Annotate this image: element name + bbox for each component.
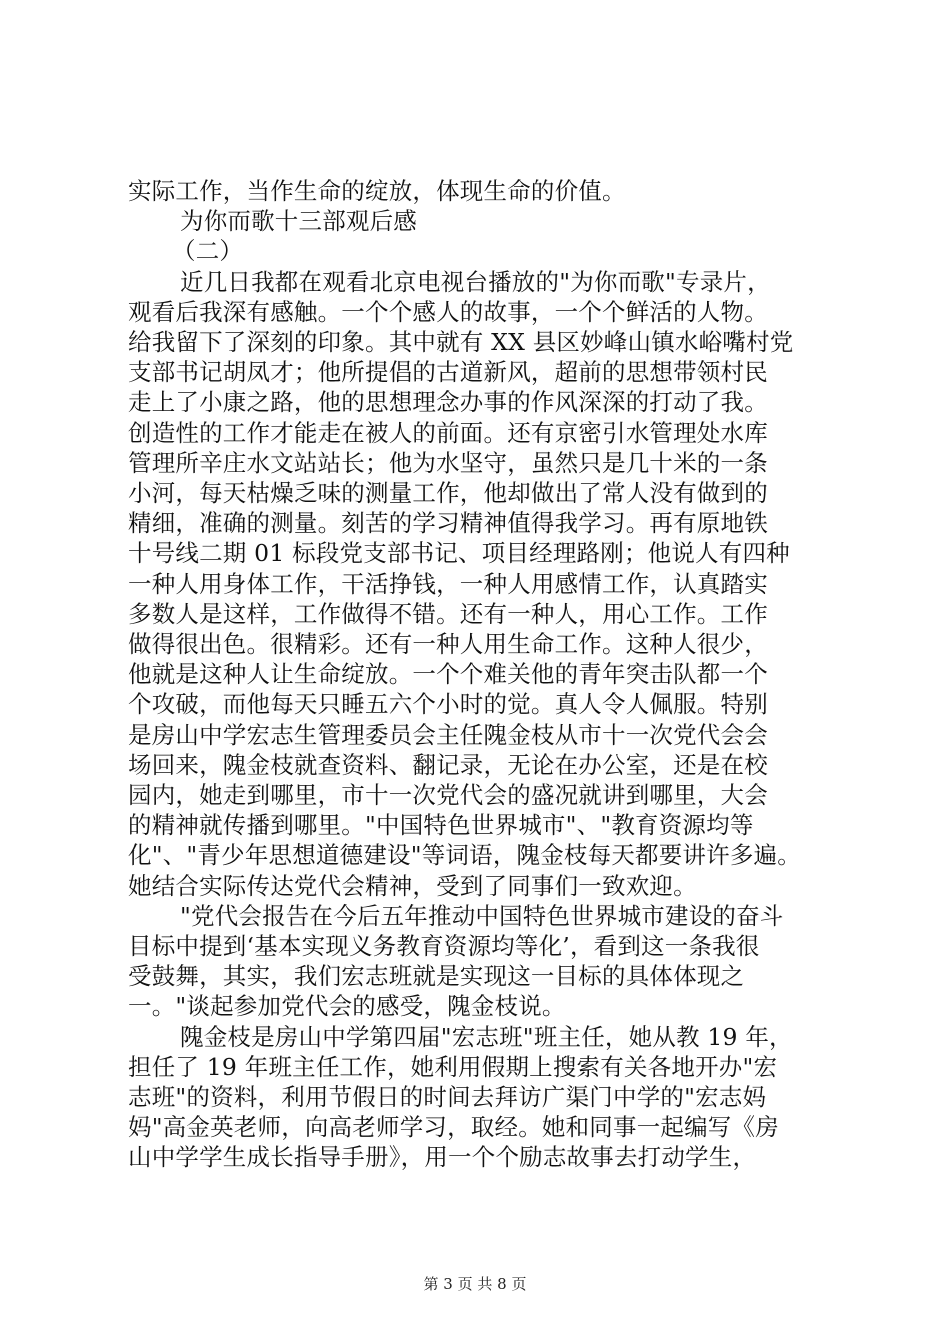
text-line: 个攻破，而他每天只睡五六个小时的觉。真人令人佩服。特别 [128,690,768,719]
text-line: 妈"高金英老师，向高老师学习，取经。她和同事一起编写《房 [128,1113,779,1142]
text-line: 十号线二期 01 标段党支部书记、项目经理路刚；他说人有四种 [128,539,790,568]
text-line: 是房山中学宏志生管理委员会主任隗金枝从市十一次党代会会 [128,720,768,749]
text-line: 隗金枝是房山中学第四届"宏志班"班主任，她从教 19 年， [180,1022,793,1051]
text-line: 实际工作，当作生命的绽放，体现生命的价值。 [128,177,626,205]
text-line: 创造性的工作才能走在被人的前面。还有京密引水管理处水库 [128,418,768,447]
text-line: 支部书记胡凤才；他所提倡的古道新风，超前的思想带领村民 [128,358,768,387]
text-line: 近几日我都在观看北京电视台播放的"为你而歌"专录片， [180,267,771,296]
text-line: 管理所辛庄水文站站长；他为水坚守，虽然只是几十米的一条 [128,448,768,477]
text-line: 一。"谈起参加党代会的感受，隗金枝说。 [128,992,566,1021]
text-line: 小河，每天枯燥乏味的测量工作，他却做出了常人没有做到的 [128,479,768,507]
text-line: 精细，准确的测量。刻苦的学习精神值得我学习。再有原地铁 [128,509,768,538]
text-line: 的精神就传播到哪里。"中国特色世界城市"、"教育资源均等 [128,811,754,840]
text-line: 受鼓舞，其实，我们宏志班就是实现这一目标的具体体现之 [128,962,745,991]
text-line: 他就是这种人让生命绽放。一个个难关他的青年突击队都一个 [128,660,768,689]
text-line: 志班"的资料，利用节假日的时间去拜访广渠门中学的"宏志妈 [128,1083,767,1111]
text-line: "党代会报告在今后五年推动中国特色世界城市建设的奋斗 [180,901,784,930]
text-line: 多数人是这样，工作做得不错。还有一种人，用心工作。工作 [128,599,768,628]
text-line: 她结合实际传达党代会精神，受到了同事们一致欢迎。 [128,871,697,900]
text-line: 给我留下了深刻的印象。其中就有 XX 县区妙峰山镇水峪嘴村党 [128,328,794,356]
text-line: 观看后我深有感触。一个个感人的故事，一个个鲜活的人物。 [128,297,768,326]
text-line: 走上了小康之路，他的思想理念办事的作风深深的打动了我。 [128,388,768,417]
text-line: 目标中提到‘基本实现义务教育资源均等化’，看到这一条我很 [128,932,760,960]
text-line: 担任了 19 年班主任工作，她利用假期上搜索有关各地开办"宏 [128,1052,778,1081]
text-line: 化"、"青少年思想道德建设"等词语，隗金枝每天都要讲许多遍。 [128,841,801,870]
page-footer: 第 3 页 共 8 页 [423,1275,527,1293]
text-line: 山中学学生成长指导手册》，用一个个励志故事去打动学生， [128,1143,757,1172]
text-line: 做得很出色。很精彩。还有一种人用生命工作。这种人很少， [128,630,768,658]
text-line: 园内，她走到哪里，市十一次党代会的盛况就讲到哪里，大会 [128,781,768,809]
text-line: 一种人用身体工作，干活挣钱，一种人用感情工作，认真踏实 [128,569,768,598]
section-number: （二） [172,237,244,266]
text-line: 场回来，隗金枝就查资料、翻记录，无论在办公室，还是在校 [128,750,768,779]
article-title: 为你而歌十三部观后感 [180,207,417,236]
